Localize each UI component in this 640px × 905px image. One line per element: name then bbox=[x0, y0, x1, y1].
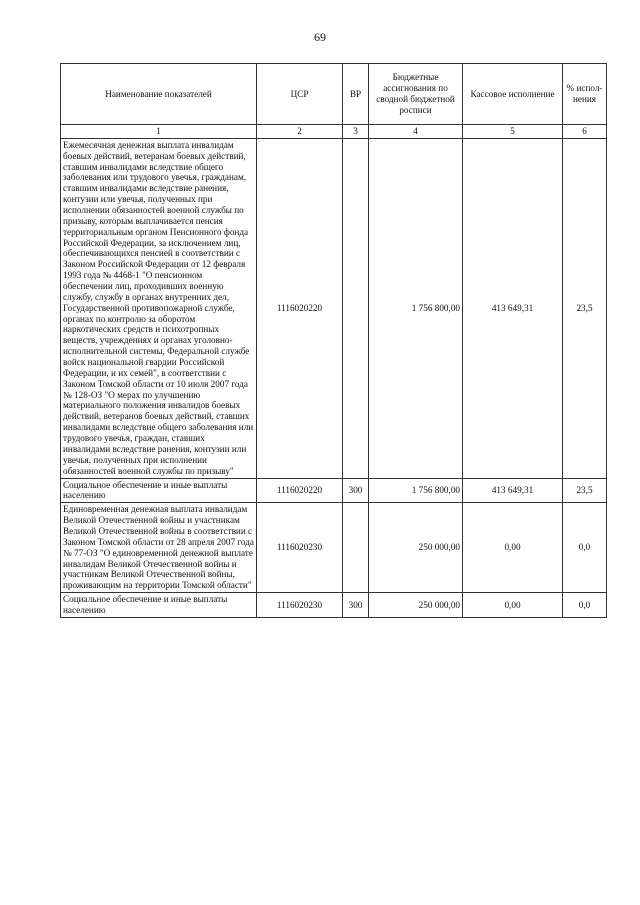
row-name: Социальное обеспечение и иные выплаты населению bbox=[61, 593, 257, 618]
row-pct: 0,0 bbox=[563, 503, 607, 593]
row-vr bbox=[343, 138, 369, 478]
row-pct: 23,5 bbox=[563, 478, 607, 503]
row-vr: 300 bbox=[343, 478, 369, 503]
row-pct: 23,5 bbox=[563, 138, 607, 478]
row-budget: 1 756 800,00 bbox=[369, 138, 463, 478]
header-vr: ВР bbox=[343, 64, 369, 125]
row-budget: 250 000,00 bbox=[369, 503, 463, 593]
row-csr: 1116020220 bbox=[257, 138, 343, 478]
table-header-row bbox=[61, 64, 607, 125]
row-cash: 413 649,31 bbox=[463, 138, 563, 478]
table-row bbox=[61, 478, 607, 503]
row-name: Социальное обеспечение и иные выплаты населению bbox=[61, 478, 257, 503]
column-number: 2 bbox=[257, 125, 343, 139]
row-budget: 250 000,00 bbox=[369, 593, 463, 618]
header-pct: % испол-нения bbox=[563, 64, 607, 125]
row-csr: 1116020220 bbox=[257, 478, 343, 503]
row-vr: 300 bbox=[343, 593, 369, 618]
row-cash: 0,00 bbox=[463, 503, 563, 593]
row-pct: 0,0 bbox=[563, 593, 607, 618]
column-number: 3 bbox=[343, 125, 369, 139]
column-number: 6 bbox=[563, 125, 607, 139]
table-row bbox=[61, 503, 607, 593]
row-csr: 1116020230 bbox=[257, 503, 343, 593]
table-row bbox=[61, 138, 607, 478]
row-budget: 1 756 800,00 bbox=[369, 478, 463, 503]
row-cash: 413 649,31 bbox=[463, 478, 563, 503]
table-row bbox=[61, 593, 607, 618]
header-budget: Бюджетные ассигнования по сводной бюджетной росписи bbox=[369, 64, 463, 125]
header-csr: ЦСР bbox=[257, 64, 343, 125]
row-name: Ежемесячная денежная выплата инвалидам боевых действий, ветеранам боевых действий, ставшим инвалидами вследствие общего заболевания или трудового увечья, гражданам, ставшим инвалидами вследствие ранения, контузии или увечья, полученных при исполнении обязанностей военной службы по призыву, которым выплачивается пенсия территориальным органом Пенсионного фонда Российской Федерации, за исключением лиц, обеспечивающихся пенсией в соответствии с Законом Российской Федерации от 12 февраля 1993 года № 4468-1 "О пенсионном обеспечении лиц, проходивших военную службу, службу в органах внутренних дел, Государственной противопожарной службе, органах по контролю за оборотом наркотических средств и психотропных веществ, учреждениях и органах уголовно-исполнительной системы, Федеральной службе войск национальной гвардии Российской Федерации, и их семей", в соответствии с Законом Томской области от 10 июля 2007 года № 128-ОЗ "О мерах по улучшению материального положения инвалидов боевых действий, ветеранов боевых действий, ставших инвалидами вследствие общего заболевания или трудового увечья, граждан, ставших инвалидами вследствие ранения, контузии или увечья, полученных при исполнении обязанностей военной службы по призыву" bbox=[61, 138, 257, 478]
page-number: 69 bbox=[314, 30, 326, 44]
column-number: 1 bbox=[61, 125, 257, 139]
header-name: Наименование показателей bbox=[61, 64, 257, 125]
row-csr: 1116020230 bbox=[257, 593, 343, 618]
column-number: 5 bbox=[463, 125, 563, 139]
row-name: Единовременная денежная выплата инвалидам Великой Отечественной войны и участникам Великой Отечественной войны в соответствии с Законом Томской области от 28 апреля 2007 года № 77-ОЗ "О единовременной денежной выплате инвалидам Великой Отечественной войны и участникам Великой Отечественной войны, проживающим на территории Томской области" bbox=[61, 503, 257, 593]
row-cash: 0,00 bbox=[463, 593, 563, 618]
budget-execution-table bbox=[60, 63, 607, 618]
header-cash: Кассовое исполнение bbox=[463, 64, 563, 125]
column-number-row bbox=[61, 125, 607, 139]
column-number: 4 bbox=[369, 125, 463, 139]
row-vr bbox=[343, 503, 369, 593]
